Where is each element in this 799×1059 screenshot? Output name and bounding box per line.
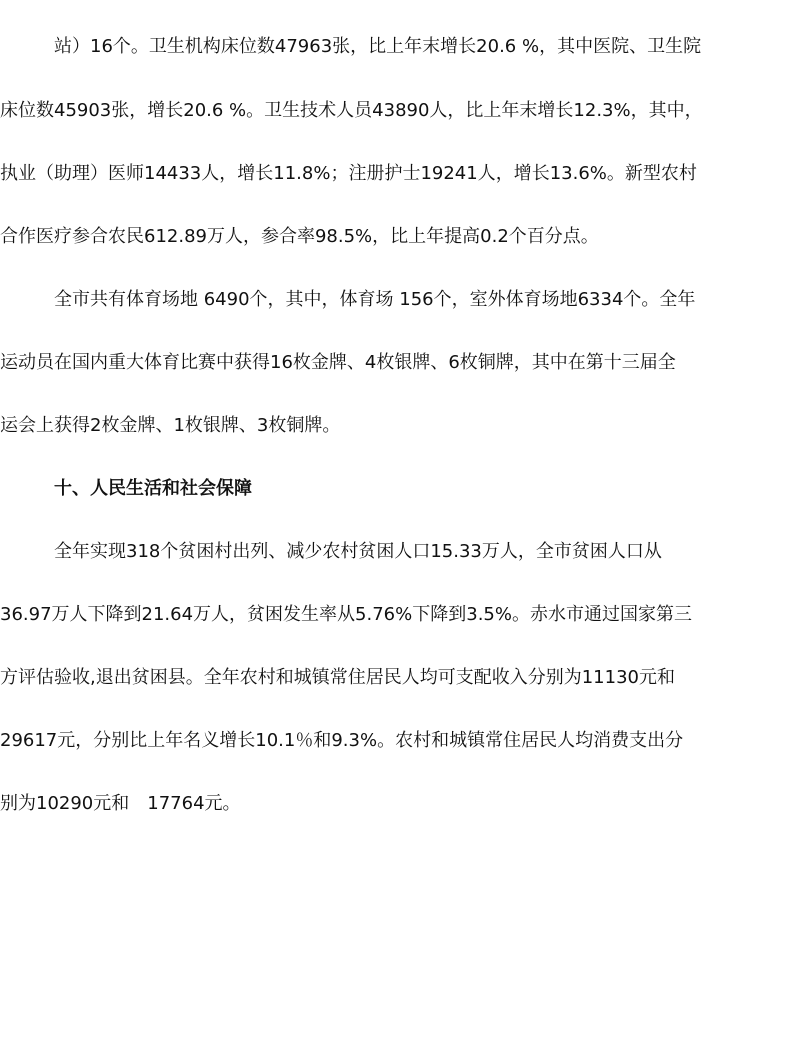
livelihood-paragraph-line-3: 方评估验收,退出贫困县。全年农村和城镇常住居民人均可支配收入分别为11130元和: [0, 667, 675, 688]
sports-paragraph-line-1: 全市共有体育场地 6490个，其中，体育场 156个，室外体育场地6334个。全年: [54, 289, 696, 310]
health-paragraph-line-2: 床位数45903张，增长20.6 %。卫生技术人员43890人，比上年末增长12.3%，其中，: [0, 100, 703, 121]
livelihood-paragraph-line-2: 36.97万人下降到21.64万人，贫困发生率从5.76%下降到3.5%。赤水市通过国家第三: [0, 604, 692, 625]
sports-paragraph-line-2: 运动员在国内重大体育比赛中获得16枚金牌、4枚银牌、6枚铜牌，其中在第十三届全: [0, 352, 676, 373]
health-paragraph-line-4: 合作医疗参合农民612.89万人，参合率98.5%，比上年提高0.2个百分点。: [0, 226, 599, 247]
livelihood-paragraph-line-5: 别为10290元和 17764元。: [0, 793, 241, 814]
section-heading: 十、人民生活和社会保障: [54, 478, 252, 499]
sports-paragraph-line-3: 运会上获得2枚金牌、1枚银牌、3枚铜牌。: [0, 415, 341, 436]
health-paragraph-line-1: 站）16个。卫生机构床位数47963张，比上年末增长20.6 %，其中医院、卫生院: [54, 36, 702, 57]
health-paragraph-line-3: 执业（助理）医师14433人，增长11.8%；注册护士19241人，增长13.6%。新型农村: [0, 163, 697, 184]
livelihood-paragraph-line-4: 29617元，分别比上年名义增长10.1％和9.3%。农村和城镇常住居民人均消费支出分: [0, 730, 684, 751]
livelihood-paragraph-line-1: 全年实现318个贫困村出列、减少农村贫困人口15.33万人，全市贫困人口从: [54, 541, 662, 562]
